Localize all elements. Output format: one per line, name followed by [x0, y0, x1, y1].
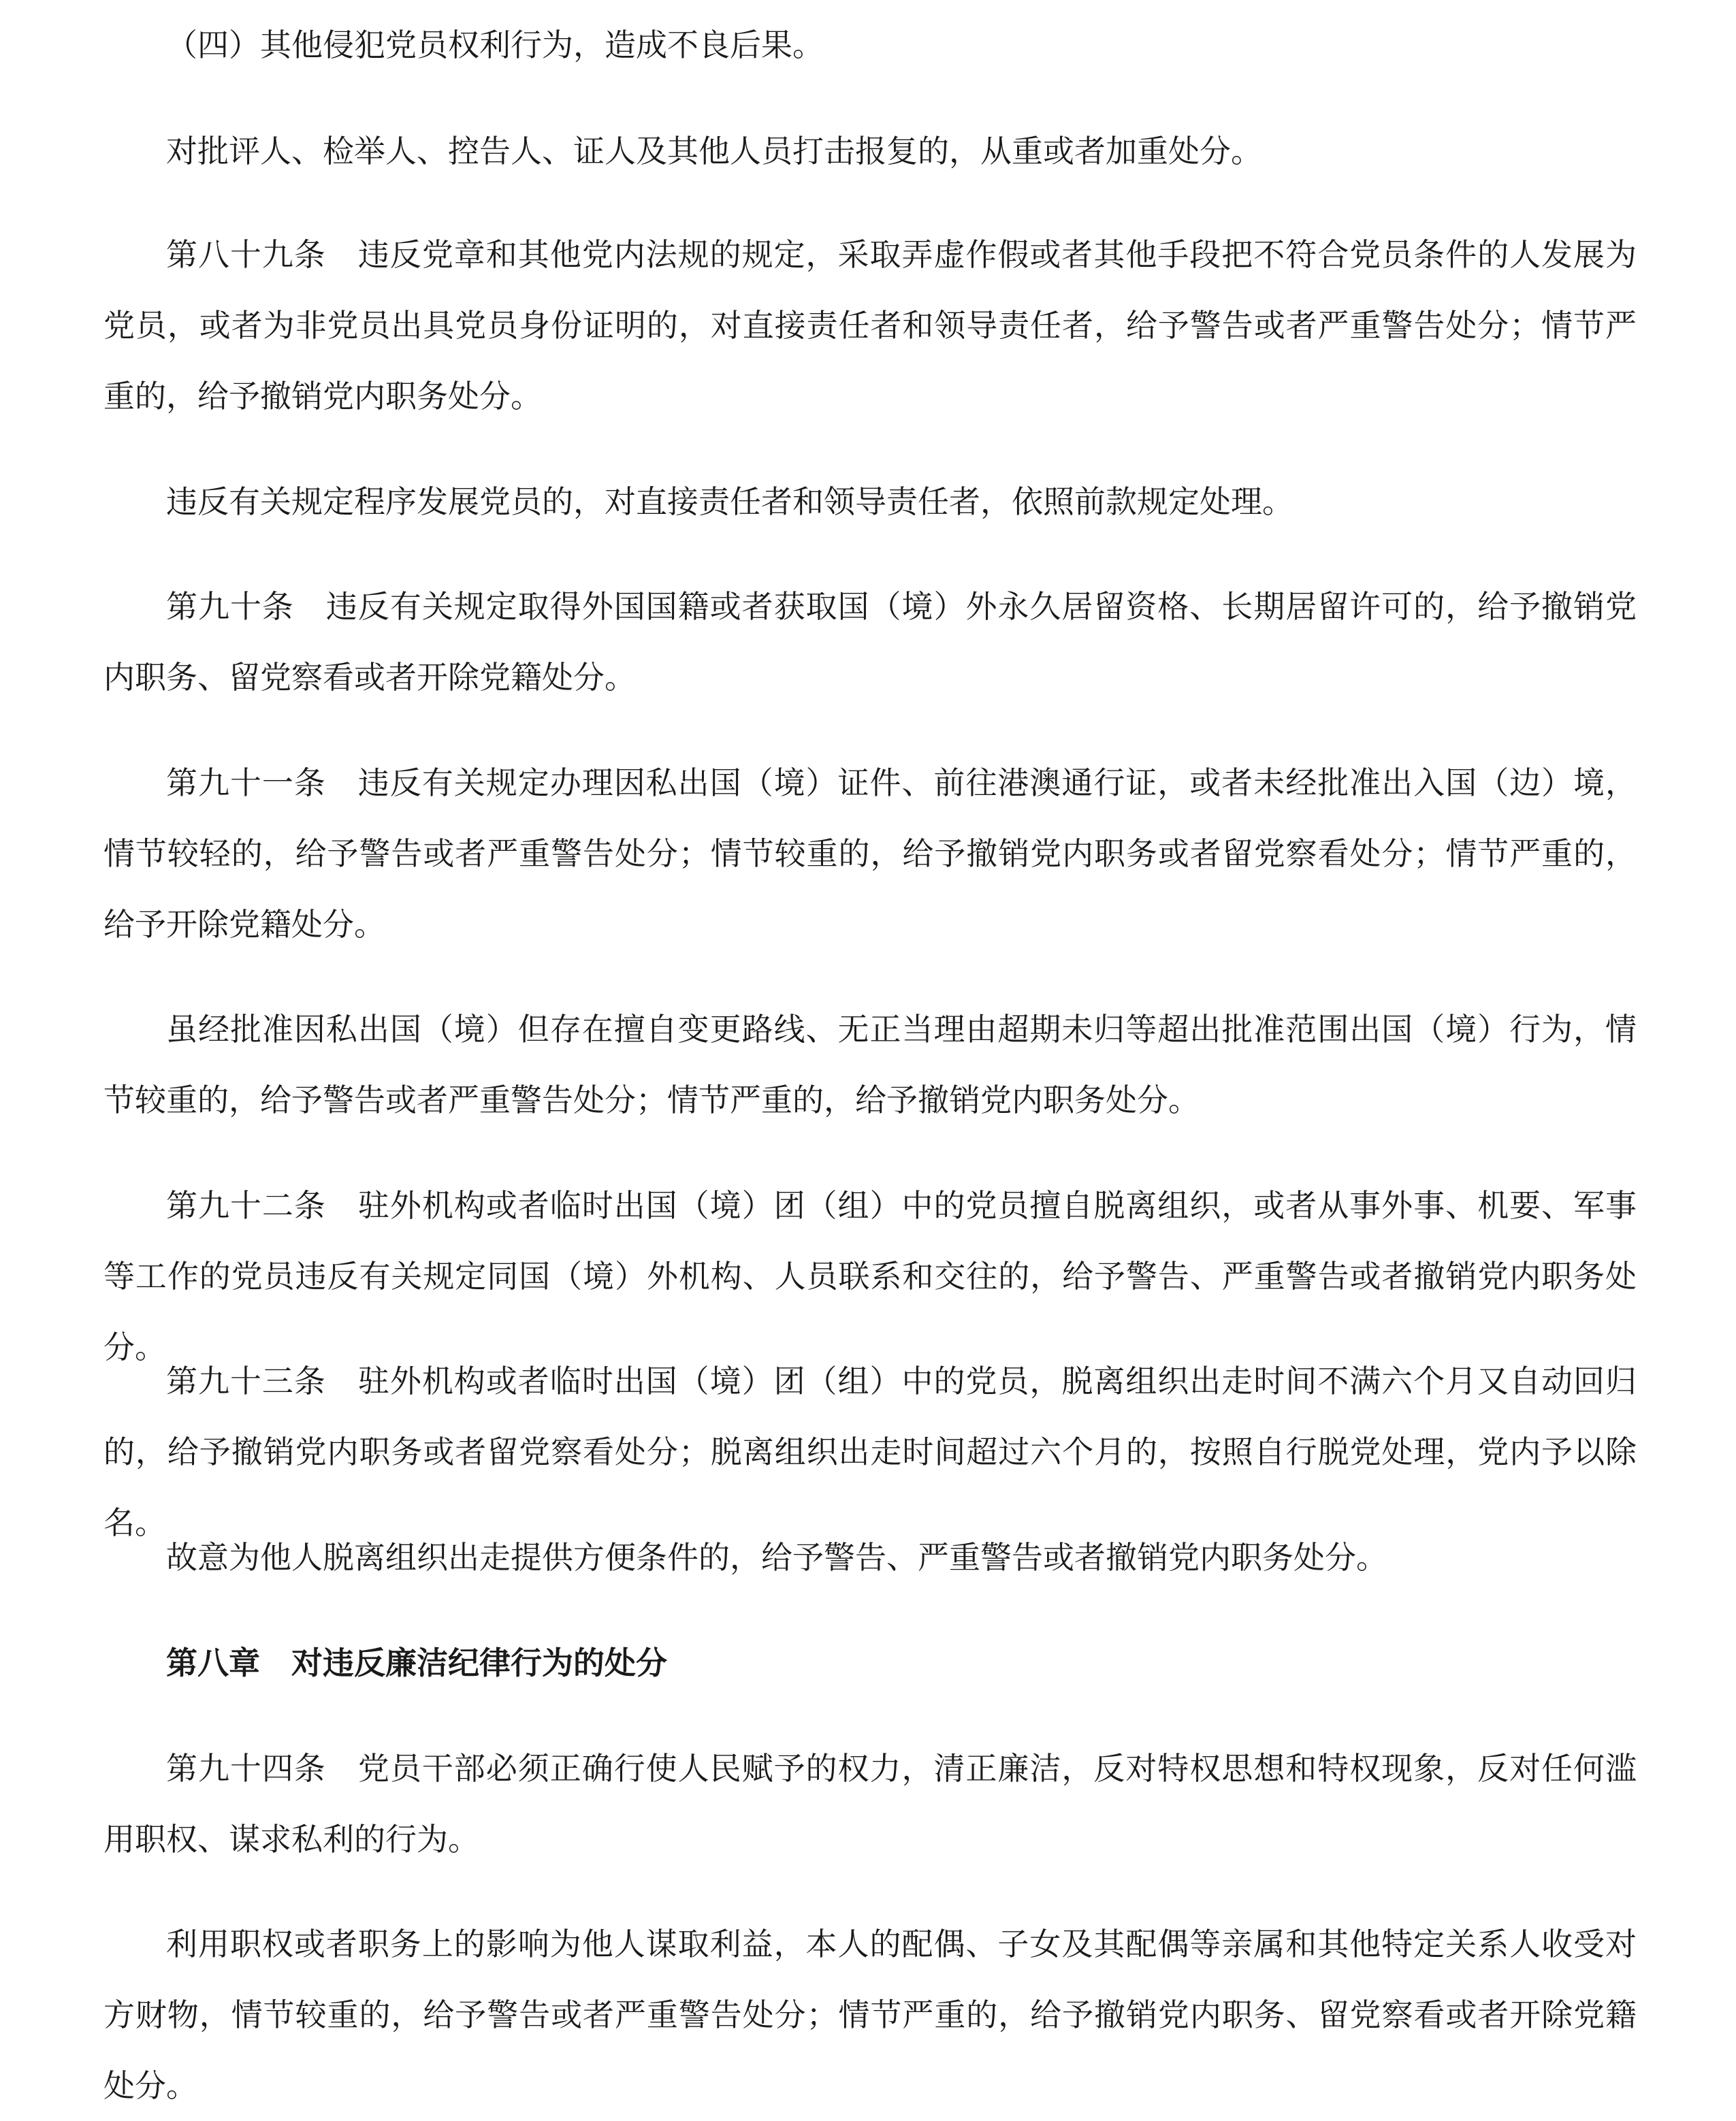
paragraph-article-91-clause-2: 虽经批准因私出国（境）但存在擅自变更路线、无正当理由超期未归等超出批准范围出国（境）行为，情节较重的，给予警告或者严重警告处分；情节严重的，给予撤销党内职务处分。	[103, 1011, 1637, 1118]
paragraph-article-93: 第九十三条 驻外机构或者临时出国（境）团（组）中的党员，脱离组织出走时间不满六个月又自动回归的，给予撤销党内职务或者留党察看处分；脱离组织出走时间超过六个月的，按照自行脱党处理，党内予以除名。	[103, 1363, 1637, 1541]
paragraph-article-94-clause-2: 利用职权或者职务上的影响为他人谋取利益，本人的配偶、子女及其配偶等亲属和其他特定关系人收受对方财物，情节较重的，给予警告或者严重警告处分；情节严重的，给予撤销党内职务、留党察看或者开除党籍处分。	[103, 1926, 1637, 2104]
chapter-8-heading: 第八章 对违反廉洁纪律行为的处分	[166, 1645, 667, 1681]
paragraph-article-93-clause-2: 故意为他人脱离组织出走提供方便条件的，给予警告、严重警告或者撤销党内职务处分。	[166, 1539, 1387, 1576]
paragraph-item-4-rights: （四）其他侵犯党员权利行为，造成不良后果。	[166, 27, 824, 63]
paragraph-article-89-clause-2: 违反有关规定程序发展党员的，对直接责任者和领导责任者，依照前款规定处理。	[166, 483, 1293, 520]
paragraph-article-91: 第九十一条 违反有关规定办理因私出国（境）证件、前往港澳通行证，或者未经批准出入国（边）境，情节较轻的，给予警告或者严重警告处分；情节较重的，给予撤销党内职务或者留党察看处分；情节严重的，给予开除党籍处分。	[103, 764, 1637, 943]
paragraph-article-90: 第九十条 违反有关规定取得外国国籍或者获取国（境）外永久居留资格、长期居留许可的，给予撤销党内职务、留党察看或者开除党籍处分。	[103, 588, 1637, 696]
paragraph-article-94: 第九十四条 党员干部必须正确行使人民赋予的权力，清正廉洁，反对特权思想和特权现象，反对任何滥用职权、谋求私利的行为。	[103, 1750, 1637, 1858]
paragraph-retaliation: 对批评人、检举人、控告人、证人及其他人员打击报复的，从重或者加重处分。	[166, 133, 1262, 169]
paragraph-article-92: 第九十二条 驻外机构或者临时出国（境）团（组）中的党员擅自脱离组织，或者从事外事、机要、军事等工作的党员违反有关规定同国（境）外机构、人员联系和交往的，给予警告、严重警告或者撤销党内职务处分。	[103, 1187, 1637, 1365]
paragraph-article-89: 第八十九条 违反党章和其他党内法规的规定，采取弄虚作假或者其他手段把不符合党员条件的人发展为党员，或者为非党员出具党员身份证明的，对直接责任者和领导责任者，给予警告或者严重警告处分；情节严重的，给予撤销党内职务处分。	[103, 236, 1637, 415]
